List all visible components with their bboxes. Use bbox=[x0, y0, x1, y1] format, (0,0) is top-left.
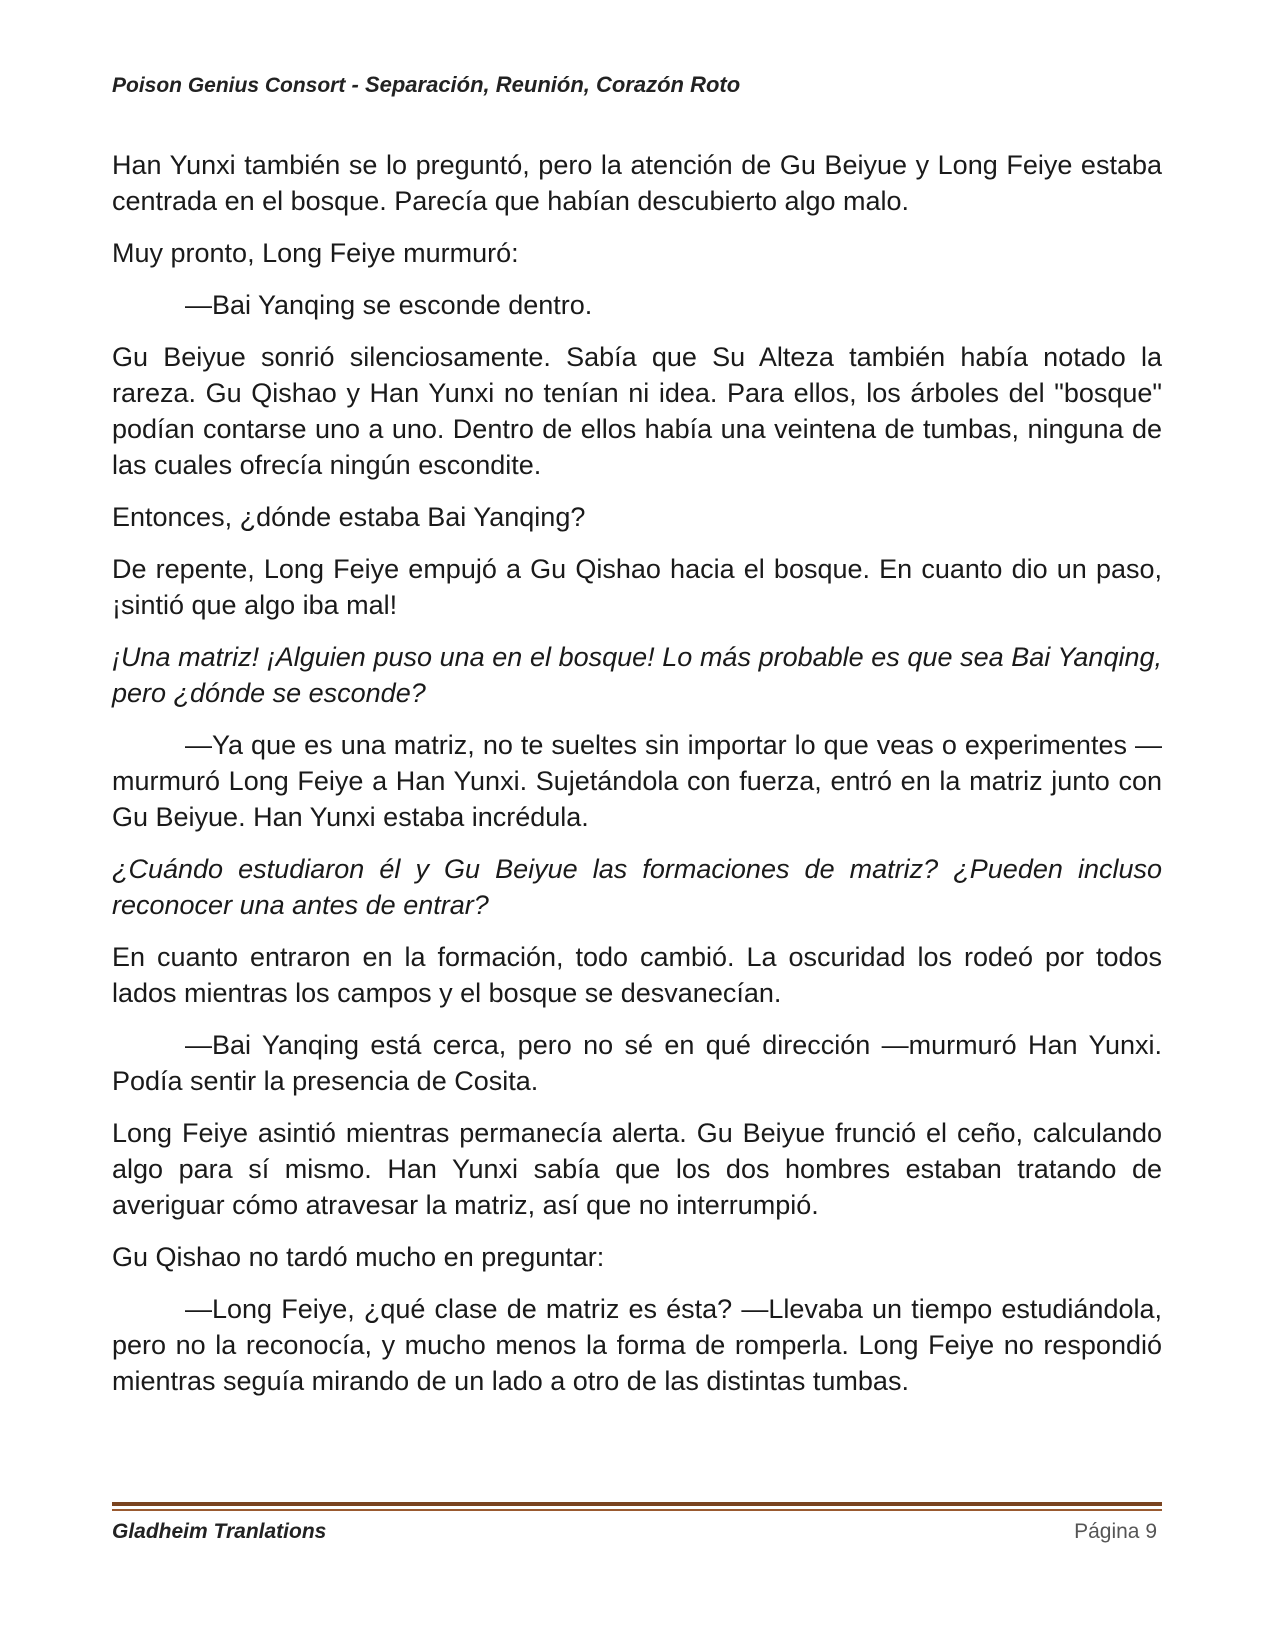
footer-divider bbox=[112, 1502, 1162, 1506]
page-header bbox=[112, 72, 1162, 98]
paragraph: En cuanto entraron en la formación, todo cambió. La oscuridad los rodeó por todos lados mientras los campos y el bosque se desvanecían. bbox=[112, 942, 1162, 1008]
document-body bbox=[112, 147, 1162, 1415]
thought-paragraph: ¡Una matriz! ¡Alguien puso una en el bosque! Lo más probable es que sea Bai Yanqing, pero ¿dónde se esconde? bbox=[112, 642, 1162, 708]
thought-paragraph: ¿Cuándo estudiaron él y Gu Beiyue las formaciones de matriz? ¿Pueden incluso reconocer una antes de entrar? bbox=[112, 854, 1162, 920]
paragraph: De repente, Long Feiye empujó a Gu Qishao hacia el bosque. En cuanto dio un paso, ¡sintió que algo iba mal! bbox=[112, 554, 1162, 620]
chapter-title: Separación, Reunión, Corazón Roto bbox=[364, 72, 741, 97]
footer-divider-thin bbox=[112, 1509, 1162, 1511]
dialogue-paragraph: —Long Feiye, ¿qué clase de matriz es ésta? —Llevaba un tiempo estudiándola, pero no la reconocía, y mucho menos la forma de romperla. Long Feiye no respondió mientras seguía mirando de un lado a otro de las distintas tumbas. bbox=[112, 1294, 1162, 1396]
paragraph: Muy pronto, Long Feiye murmuró: bbox=[112, 238, 519, 268]
book-title: Poison Genius Consort bbox=[112, 74, 346, 97]
page-number: Página 9 bbox=[1074, 1520, 1157, 1543]
paragraph: Han Yunxi también se lo preguntó, pero la atención de Gu Beiyue y Long Feiye estaba centrada en el bosque. Parecía que habían descubierto algo malo. bbox=[112, 150, 1162, 216]
paragraph: Gu Qishao no tardó mucho en preguntar: bbox=[112, 1242, 605, 1272]
dialogue-paragraph: —Bai Yanqing se esconde dentro. bbox=[185, 290, 593, 320]
dialogue-paragraph: —Ya que es una matriz, no te sueltes sin importar lo que veas o experimentes —murmuró Long Feiye a Han Yunxi. Sujetándola con fuerza, entró en la matriz junto con Gu Beiyue. Han Yunxi estaba incrédula. bbox=[112, 730, 1162, 832]
header-separator: - bbox=[351, 72, 359, 97]
paragraph: Gu Beiyue sonrió silenciosamente. Sabía que Su Alteza también había notado la rareza. Gu Qishao y Han Yunxi no tenían ni idea. Para ellos, los árboles del "bosque" podían contarse uno a uno. Dentro de ellos había una veintena de tumbas, ninguna de las cuales ofrecía ningún escondite. bbox=[112, 342, 1162, 480]
paragraph: Long Feiye asintió mientras permanecía alerta. Gu Beiyue frunció el ceño, calculando algo para sí mismo. Han Yunxi sabía que los dos hombres estaban tratando de averiguar cómo atravesar la matriz, así que no interrumpió. bbox=[112, 1118, 1162, 1220]
paragraph: Entonces, ¿dónde estaba Bai Yanqing? bbox=[112, 502, 586, 532]
publisher-name: Gladheim Tranlations bbox=[112, 1520, 327, 1543]
dialogue-paragraph: —Bai Yanqing está cerca, pero no sé en qué dirección —murmuró Han Yunxi. Podía sentir la presencia de Cosita. bbox=[112, 1030, 1162, 1096]
